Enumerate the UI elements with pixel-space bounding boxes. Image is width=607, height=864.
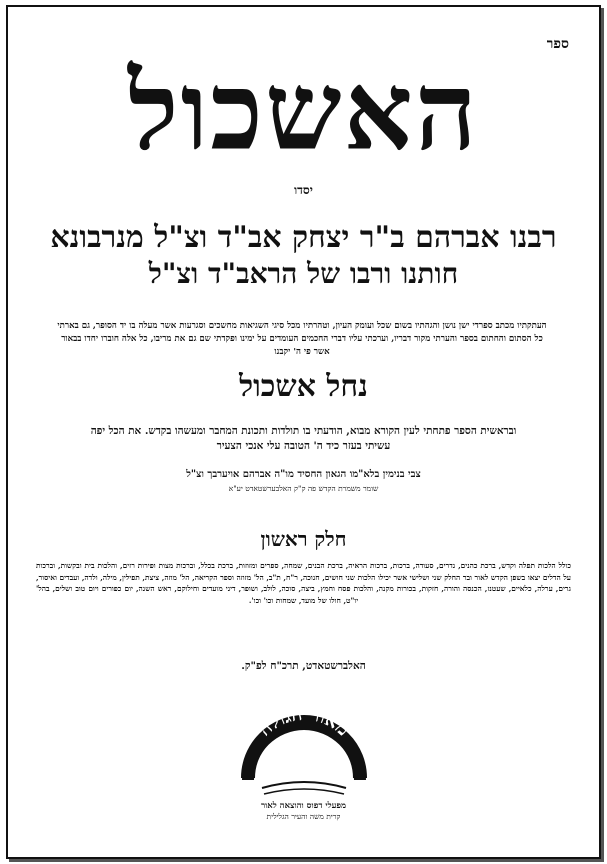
commentary-title: נחל אשכול: [239, 372, 368, 402]
author-line: רבנו אברהם ב"ר יצחק אב"ד וצ"ל מנרבונא: [50, 222, 557, 254]
volume-label: חלק ראשון: [260, 527, 347, 551]
book-title: האשכול: [128, 58, 479, 166]
logo-tagline: מפעלי דפוס והוצאה לאור: [260, 801, 347, 811]
publication-line: האלברשטאדט, תרכ"ח לפ"ק.: [241, 660, 366, 672]
intro-paragraph: העתקתיו מכתב ספרדי ישן נושן והגהתיו בשום שכל ועומק העיון, וטהרתיו מכל סיגי השגיאות מחשכים וסגרעות אשר מעלה בו יד הסופר, גם בארתי כל הסתום והחתום בספר והערתי מקור דבריו, וערכתי עליו דברי החכמים העומדים על ימינו ופקדתי שם גם את מריבו, כל אלה חוברו יחדו בבאור אשר פי ה' יקבנו: [57, 321, 547, 357]
logo-text: מאור הגולה: [254, 702, 354, 741]
logo-subtagline: קרית משה והעיר הגלילית: [266, 812, 341, 821]
editor-name: צבי בנימין בלא"מו הגאון החסיד מו"ה אברהם אויערבך וצ"ל: [186, 469, 421, 480]
yesodo-label: יסדו: [294, 183, 313, 197]
sefer-label: ספר: [546, 36, 569, 52]
svg-text:מאור הגולה: [254, 703, 354, 741]
author-relation-line: חותנו ורבו של הראב"ד וצ"ל: [148, 259, 459, 289]
contents-paragraph: כולל הלכות תפלה וקדש, ברכת כהנים, נדרים, סעודה, ברכות, ברכות הראיה, ברכת הבנים, שמחה, ספרים ומזוזות, ברכת בכלל, וברכות מצות ופירות רזים, והלכות בית ובקשות, וברכות על הדלים יצאו בשפן הקדש לאור ובר החלק שני ושלישי אשר יכילו הלכות שני חושים, חנוכה, ר"ח, ת"ב, הל' מזוזה וספר הקריאה, הל' מוזה, ציצת, תפילין, מילה, ולדה, ועבדים ואיסור, גרים, ערלה, כלאיים, שעטנז, הכנסה והורה, חזקות, בכורות מקנה, והלכות פסח וחמץ, ביצה, סוכה, לולב, ושופר, דיני מועדים וחילוקם, ראש השנה, יום כפורים ויום טוב ושלים, בהל' יו"ט, חולו של מועד, שמחות וכו' וכו'.: [36, 561, 571, 605]
publisher-logo: [234, 702, 374, 802]
editor-block: [90, 468, 517, 496]
editor-position: שומר משמרת הקדש פה ק"ק האלבערשטאדט יע"א: [228, 484, 379, 493]
preface-paragraph: ובראשית הספר פתחתי לעין הקורא מבוא, הודעתי בו תולדות ותכונת המחבר ומעשהו בקדש. את הכל יפה עשיתי בעזר כיד ה' הטובה עלי אנכי הצעיר: [90, 425, 517, 452]
